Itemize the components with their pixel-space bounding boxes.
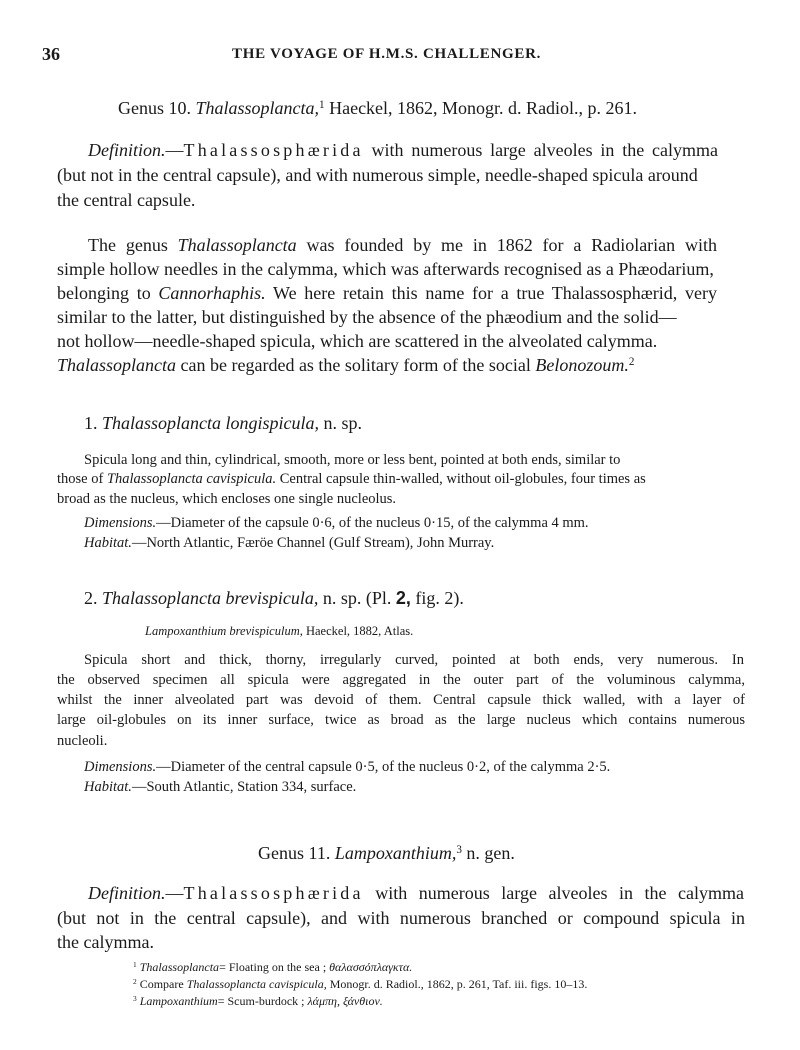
footnote-text: Compare (139, 977, 184, 991)
genus-citation: Haeckel, 1862, Monogr. d. Radiol., p. 261. (329, 98, 638, 118)
genus-11-definition-line-2: (but not in the central capsule), and with numerous branched or compound spicula in (57, 908, 745, 928)
figure-ref: fig. 2). (415, 588, 464, 608)
intro-line-5: not hollow—needle-shaped spicula, which are scattered in the alveolated calymma. (57, 331, 658, 351)
species-1-heading (84, 413, 362, 434)
footnote-text: = Scum-burdock ; (217, 994, 305, 1008)
species-status: n. sp. (323, 413, 363, 433)
footnote-1 (133, 960, 412, 975)
text: can be regarded as the solitary form of the social (180, 355, 531, 375)
footnote-2 (133, 977, 587, 992)
footnote-mark: 1 (133, 959, 137, 969)
species-1-habitat (84, 535, 494, 552)
species-status: n. sp. (Pl. (322, 588, 392, 608)
footnote-text: = Floating on the sea ; (219, 960, 327, 974)
taxon-name: Thalassoplancta (177, 235, 297, 255)
genus-label: Genus 11. (258, 843, 331, 863)
species-2-synonym (145, 624, 413, 639)
genus-11-heading (258, 843, 515, 864)
genus-citation: n. gen. (466, 843, 515, 863)
species-1-desc-line-2 (57, 471, 646, 488)
plate-number: 2, (395, 588, 411, 608)
intro-line-6 (57, 355, 634, 376)
page-number: 36 (42, 44, 60, 64)
footnote-mark: 2 (133, 976, 137, 986)
footnote-text: Monogr. d. Radiol., 1862, p. 261, Taf. iii. figs. 10–13. (329, 977, 588, 991)
dimensions-text: —Diameter of the capsule 0·6, of the nucleus 0·15, of the calymma 4 mm. (156, 515, 589, 531)
genus-10-heading (118, 98, 637, 119)
footnote-term: Thalassoplancta cavispicula, (186, 977, 327, 991)
taxon-name: Cannorhaphis. (158, 283, 266, 303)
dash: — (165, 140, 184, 160)
species-2-desc-line-4: large oil-globules on its inner surface, twice as broad as the large nucleus which contains numerous (57, 712, 745, 728)
text: The genus (88, 235, 168, 255)
species-1-desc-line-1: Spicula long and thin, cylindrical, smooth, more or less bent, pointed at both ends, similar to (84, 452, 621, 468)
dimensions-text: —Diameter of the central capsule 0·5, of the nucleus 0·2, of the calymma 2·5. (156, 759, 611, 775)
species-2-desc-line-2: the observed specimen all spicula were aggregated in the outer part of the voluminous calymma, (57, 672, 745, 688)
text: Central capsule thin-walled, without oil-globules, four times as (279, 471, 646, 487)
genus-label: Genus 10. (118, 98, 191, 118)
habitat-text: —North Atlantic, Færöe Channel (Gulf Stream), John Murray. (131, 535, 495, 551)
footnote-ref: 1 (319, 98, 325, 111)
species-number: 2. (84, 588, 98, 608)
genus-11-definition-line-3: the calymma. (57, 932, 154, 952)
dimensions-label: Dimensions. (84, 759, 157, 775)
species-1-dimensions (84, 515, 589, 532)
footnote-ref: 2 (628, 355, 635, 368)
genus-name: Lampoxanthium, (334, 843, 457, 863)
dimensions-label: Dimensions. (84, 515, 157, 531)
dash: — (165, 883, 184, 903)
intro-line-4: similar to the latter, but distinguished by the absence of the phæodium and the solid— (57, 307, 677, 327)
synonym-ref: Haeckel, 1882, Atlas. (305, 624, 414, 638)
habitat-label: Habitat. (84, 779, 132, 795)
taxon-name: Belonozoum. (535, 355, 629, 375)
synonym-name: Lampoxanthium brevispiculum, (145, 624, 303, 638)
taxon-name: Thalassoplancta cavispicula. (106, 471, 277, 487)
definition-keyword: Thalassosphærida (183, 883, 364, 903)
running-title: THE VOYAGE OF H.M.S. CHALLENGER. (232, 46, 542, 62)
species-2-heading (84, 588, 464, 609)
species-2-habitat (84, 779, 356, 796)
habitat-label: Habitat. (84, 535, 132, 551)
footnote-greek: λάμπη, ξάνθιον. (307, 994, 383, 1008)
genus-10-definition-line-3: the central capsule. (57, 190, 196, 210)
footnote-greek: θαλασσόπλαγκτα. (329, 960, 413, 974)
species-1-desc-line-3: broad as the nucleus, which encloses one single nucleolus. (57, 491, 397, 507)
genus-10-definition-line-1 (88, 140, 718, 161)
definition-text: with numerous large alveoles in the calymma (371, 140, 719, 160)
habitat-text: —South Atlantic, Station 334, surface. (131, 779, 357, 795)
species-2-desc-line-3: whilst the inner alveolated part was devoid of them. Central capsule thick walled, with a layer of (57, 692, 745, 708)
species-2-desc-line-1: Spicula short and thick, thorny, irregularly curved, pointed at both ends, very numerous. In (84, 652, 744, 668)
text: those of (57, 471, 104, 487)
footnote-ref: 3 (456, 843, 462, 856)
species-2-desc-line-5: nucleoli. (57, 733, 108, 749)
species-name: Thalassoplancta brevispicula, (102, 588, 319, 608)
species-number: 1. (84, 413, 98, 433)
intro-line-1 (88, 235, 717, 256)
footnote-term: Lampoxanthium (139, 994, 218, 1008)
text: We here retain this name for a true Thalassosphærid, very (273, 283, 717, 303)
genus-11-definition-line-1 (88, 883, 744, 904)
genus-name: Thalassoplancta, (195, 98, 320, 118)
intro-line-2: simple hollow needles in the calymma, which was afterwards recognised as a Phæodarium, (57, 259, 714, 279)
taxon-name: Thalassoplancta (57, 355, 177, 375)
footnote-3 (133, 994, 383, 1009)
footnote-mark: 3 (133, 993, 137, 1003)
text: belonging to (57, 283, 151, 303)
footnote-term: Thalassoplancta (139, 960, 220, 974)
genus-10-definition-line-2: (but not in the central capsule), and with numerous simple, needle-shaped spicula around (57, 165, 698, 185)
definition-label: Definition. (88, 883, 166, 903)
species-name: Thalassoplancta longispicula, (102, 413, 320, 433)
definition-label: Definition. (88, 140, 166, 160)
text: was founded by me in 1862 for a Radiolarian with (306, 235, 718, 255)
definition-keyword: Thalassosphærida (183, 140, 364, 160)
definition-text: with numerous large alveoles in the calymma (375, 883, 745, 903)
species-2-dimensions (84, 759, 610, 776)
intro-line-3 (57, 283, 717, 304)
